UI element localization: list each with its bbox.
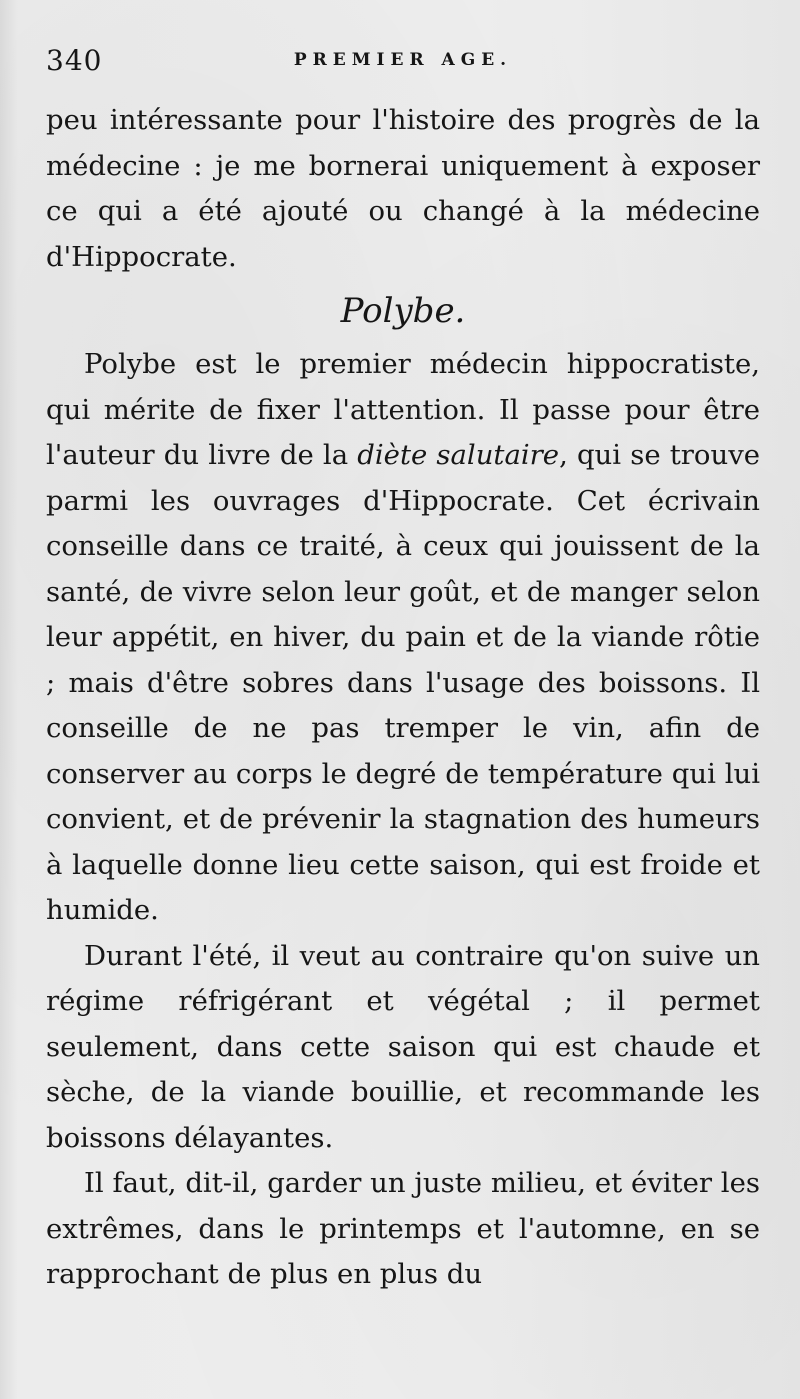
paragraph-polybe-text-a: Polybe est le premier médecin hippocratiste, qui mérite de fixer l'attention. Il passe pour être l'auteur du livre de la [46, 348, 760, 471]
running-head [46, 36, 760, 98]
paragraph-continuation: peu intéressante pour l'histoire des progrès de la médecine : je me bornerai uniquement à exposer ce qui a été ajouté ou changé à la médecine d'Hippocrate. [46, 104, 760, 273]
paragraph-polybe-text-b: , qui se trouve parmi les ouvrages d'Hippocrate. Cet écrivain conseille dans ce traité, à ceux qui jouissent de la santé, de vivre selon leur goût, et de manger selon leur appétit, en hiver, du pain et de la viande rôtie ; mais d'être sobres dans l'usage des boissons. Il conseille de ne pas tremper le vin, afin de conserver au corps le degré de température qui lui convient, et de prévenir la stagnation des humeurs à laquelle donne lieu cette saison, qui est froide et humide. [46, 439, 760, 926]
book-title-emphasis: diète salutaire [357, 439, 560, 471]
page-number: 340 [46, 44, 103, 77]
paragraph-spring-autumn: Il faut, dit-il, garder un juste milieu, et éviter les extrêmes, dans le printemps et l'automne, en se rapprochant de plus en plus du [46, 1167, 760, 1290]
paragraph-summer: Durant l'été, il veut au contraire qu'on suive un régime réfrigérant et végétal ; il permet seulement, dans cette saison qui est chaude et sèche, de la viande bouillie, et recommande les boissons délayantes. [46, 939, 760, 1154]
paragraph-polybe [46, 342, 760, 934]
running-title: PREMIER AGE. [293, 50, 513, 70]
section-heading: Polybe. [340, 291, 466, 331]
